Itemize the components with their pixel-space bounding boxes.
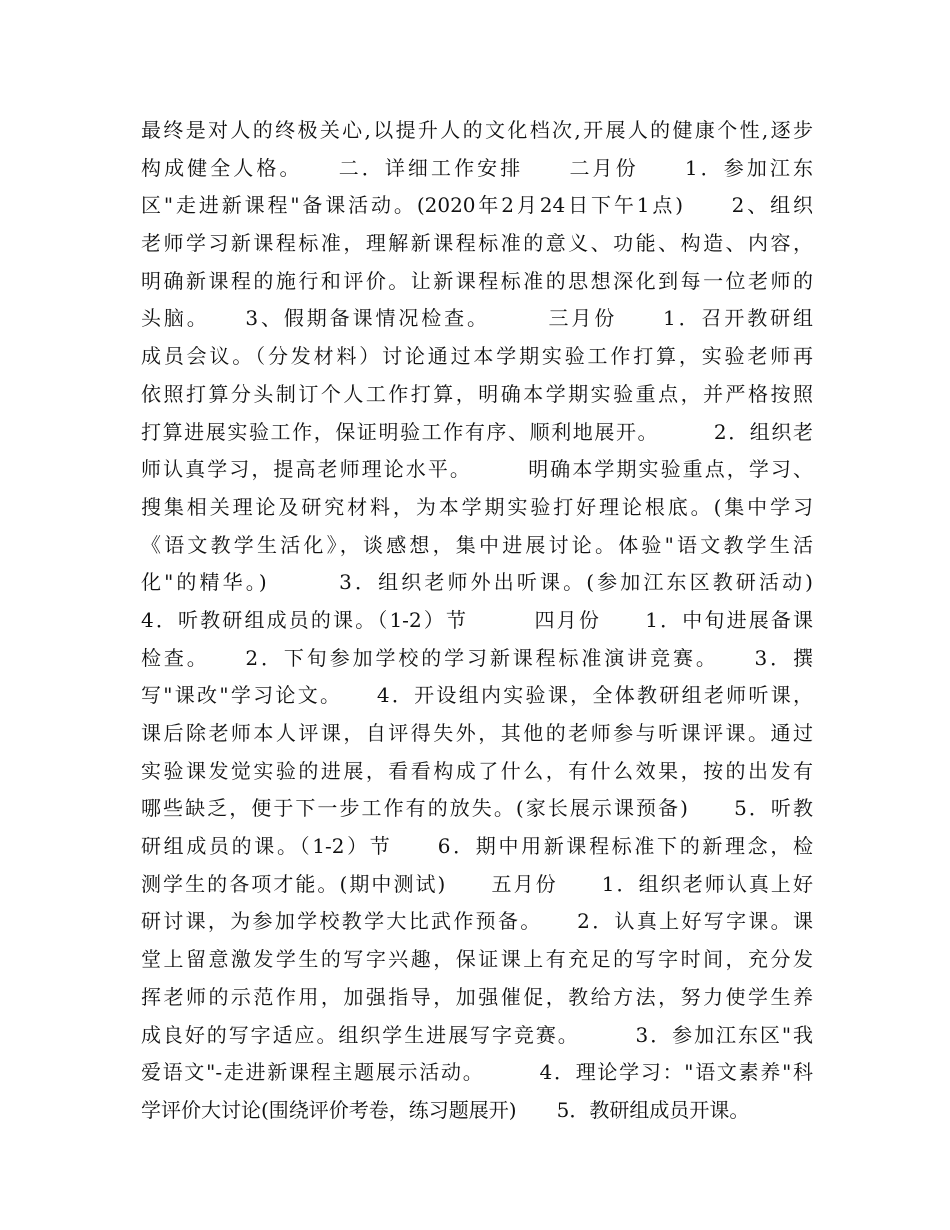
text-line: 区"走进新课程"备课活动。(2020年2月24日下午1点) 2、组织 [141,193,813,218]
text-line: 依照打算分头制订个人工作打算，明确本学期实验重点，并严格按照 [141,381,813,406]
text-line: 4．听教研组成员的课。（1-2）节 四月份 1．中旬进展备课 [141,607,813,632]
text-line: 头脑。 3、假期备课情况检查。 三月份 1．召开教研组 [141,306,813,331]
text-line: 成员会议。（分发材料）讨论通过本学期实验工作打算，实验老师再 [141,344,813,369]
text-line: 堂上留意激发学生的写字兴趣，保证课上有充足的写字时间，充分发 [141,947,813,972]
text-line: 实验课发觉实验的进展，看看构成了什么，有什么效果，按的出发有 [141,758,813,783]
text-line: 成良好的写字适应。组织学生进展写字竞赛。 3．参加江东区"我 [141,1022,813,1047]
text-line: 构成健全人格。 二．详细工作安排 二月份 1．参加江东 [141,155,813,180]
text-line: 研组成员的课。（1-2）节 6．期中用新课程标准下的新理念，检 [141,834,813,859]
text-line: 老师学习新课程标准，理解新课程标准的意义、功能、构造、内容， [141,231,813,256]
text-line: 明确新课程的施行和评价。让新课程标准的思想深化到每一位老师的 [141,268,813,293]
text-line: 哪些缺乏，便于下一步工作有的放失。(家长展示课预备) 5．听教 [141,796,813,821]
text-line: 搜集相关理论及研究材料，为本学期实验打好理论根底。(集中学习 [141,494,813,519]
text-line: 测学生的各项才能。(期中测试) 五月份 1．组织老师认真上好 [141,871,813,896]
text-line: 学评价大讨论(围绕评价考卷，练习题展开) 5．教研组成员开课。 [141,1097,750,1122]
text-line: 挥老师的示范作用，加强指导，加强催促，教给方法，努力使学生养 [141,984,813,1009]
text-line: 课后除老师本人评课，自评得失外，其他的老师参与听课评课。通过 [141,721,813,745]
text-line: 检查。 2．下旬参加学校的学习新课程标准演讲竞赛。 3．撰 [141,645,813,670]
body-text [141,112,813,1130]
text-line: 写"课改"学习论文。 4．开设组内实验课，全体教研组老师听课， [141,683,813,708]
text-line: 师认真学习，提高老师理论水平。 明确本学期实验重点，学习、 [141,457,813,482]
text-line: 化"的精华。) 3．组织老师外出听课。(参加江东区教研活动) [141,570,813,595]
text-line: 最终是对人的终极关心,以提升人的文化档次,开展人的健康个性,逐步 [141,118,813,142]
text-line: 研讨课，为参加学校教学大比武作预备。 2．认真上好写字课。课 [141,909,813,934]
text-line: 《语文教学生活化》，谈感想，集中进展讨论。体验"语文教学生活 [141,532,813,557]
text-line: 打算进展实验工作，保证明验工作有序、顺利地展开。 2．组织老 [141,419,813,444]
text-line: 爱语文"-走进新课程主题展示活动。 4．理论学习："语文素养"科 [141,1060,813,1085]
